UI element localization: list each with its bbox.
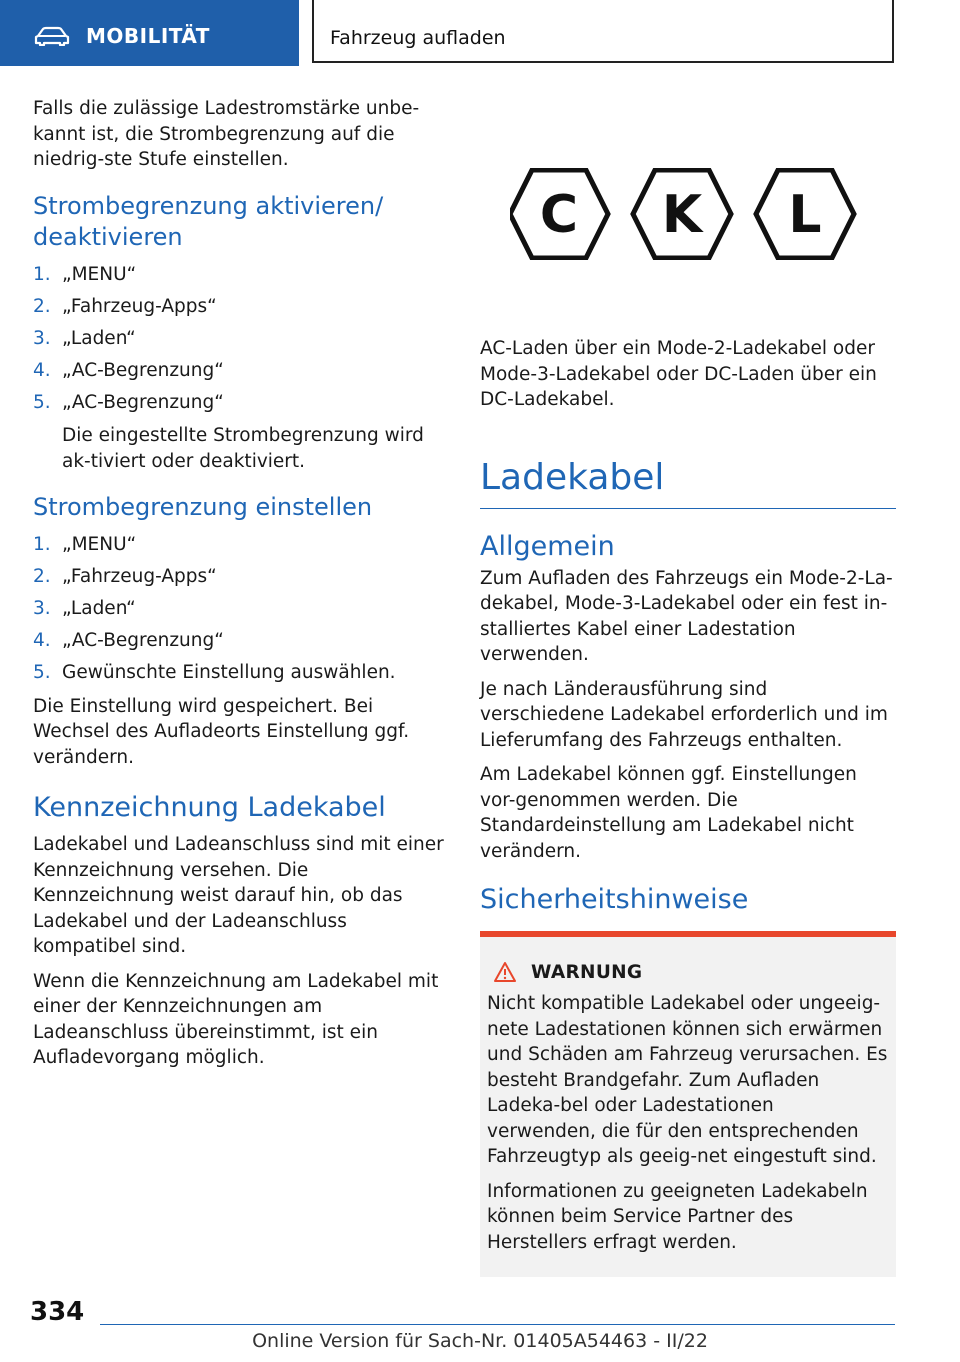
heading-rule [480,508,896,509]
marking-heading: Kennzeichnung Ladekabel [33,792,386,823]
warning-paragraph-1: Nicht kompatible Ladekabel oder ungeeig-nete Ladestationen können sich erwärmen und Schäden am Fahrzeug verursachen. Es besteht Brandgefahr. Zum Aufladen Ladeka-bel oder Ladestationen verwenden, die für den entsprechenden Fahrzeugtyp als geeig-net eingestuft sind. [487,993,888,1167]
activate-note: Die eingestellte Strombegrenzung wird ak-tiviert oder deaktiviert. [62,425,424,472]
page-header [312,0,894,63]
svg-text:K: K [661,185,703,245]
right-column [480,96,896,1277]
marking-paragraph-1: Ladekabel und Ladeanschluss sind mit einer Kennzeichnung versehen. Die Kennzeichnung weist darauf hin, ob das Ladekabel und der Ladeanschluss kompatibel sind. [33,834,444,957]
car-icon [34,26,70,46]
section-label: MOBILITÄT [86,24,210,48]
intro-paragraph: Falls die zulässige Ladestromstärke unbe-kannt ist, die Strombegrenzung auf die niedrig-ste Stufe einstellen. [33,98,420,170]
list-item: 3. „Laden“ [33,327,136,349]
ladekabel-heading: Ladekabel [480,456,665,498]
list-item: 1. „MENU“ [33,534,137,555]
cable-marking-badges [480,96,896,264]
list-item: 5. Gewünschte Einstellung auswählen. [33,662,396,683]
set-steps [33,532,449,686]
list-item: 4. „AC-Begrenzung“ [33,359,224,381]
list-item: 2. „Fahrzeug-Apps“ [33,295,217,317]
badge-l [756,170,854,258]
list-item: 5. „AC-Begrenzung“ [33,391,224,413]
warning-title [493,961,888,983]
set-heading: Strombegrenzung einstellen [33,493,373,521]
marking-paragraph-2: Wenn die Kennzeichnung am Ladekabel mit einer der Kennzeichnungen am Ladeanschluss übereinstimmt, ist ein Aufladevorgang möglich. [33,970,439,1068]
page-title: Fahrzeug aufladen [330,27,506,49]
set-note: Die Einstellung wird gespeichert. Bei Wechsel des Aufladeorts Einstellung ggf. verändern. [33,695,410,768]
general-paragraph-2: Je nach Länderausführung sind verschiedene Ladekabel erforderlich und im Lieferumfang des Fahrzeugs enthalten. [480,678,888,751]
svg-text:C: C [539,185,579,245]
general-heading: Allgemein [480,530,615,562]
activate-steps [33,262,449,416]
badge-row [510,168,860,260]
page-number: 334 [30,1297,85,1327]
safety-heading: Sicherheitshinweise [480,884,749,915]
footer-rule [100,1324,895,1325]
general-paragraph-3: Am Ladekabel können ggf. Einstellungen vor-genommen werden. Die Standardeinstellung am Ladekabel nicht verändern. [480,764,857,862]
badge-caption: AC-Laden über ein Mode-2-Ladekabel oder Mode-3-Ladekabel oder DC-Laden über ein DC-Ladekabel. [480,338,877,410]
left-column [33,96,449,1080]
list-item: 2. „Fahrzeug-Apps“ [33,566,217,587]
general-paragraph-1: Zum Aufladen des Fahrzeugs ein Mode-2-La-dekabel, Mode-3-Ladekabel oder ein fest in-stalliertes Kabel einer Ladestation verwenden. [480,567,893,665]
activate-heading: Strombegrenzung aktivieren/ deaktivieren [33,191,384,251]
list-item: 4. „AC-Begrenzung“ [33,630,224,651]
warning-paragraph-2: Informationen zu geeigneten Ladekabeln können beim Service Partner des Herstellers erfragt werden. [487,1180,868,1253]
warning-box [480,931,896,1277]
list-item: 3. „Laden“ [33,598,136,619]
list-item: 1. „MENU“ [33,263,137,285]
svg-text:L: L [788,185,822,245]
warning-label: WARNUNG [531,961,643,983]
online-version-note: Online Version für Sach-Nr. 01405A54463 - II/22 [252,1330,708,1352]
badge-c [510,170,608,258]
badge-k [633,170,731,258]
section-tab [0,0,299,66]
warning-triangle-icon [493,961,517,983]
